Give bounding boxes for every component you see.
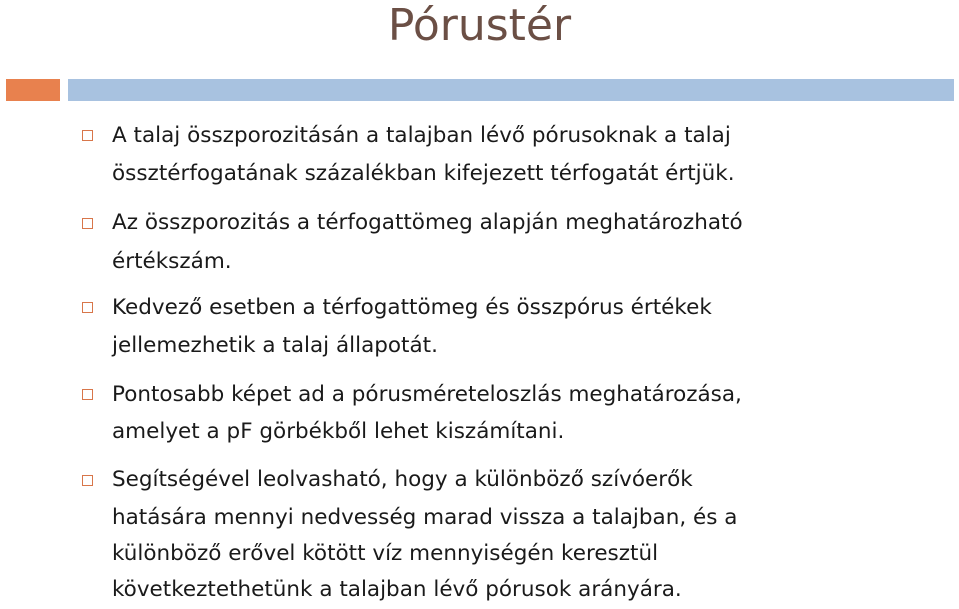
bullet-line: Pontosabb képet ad a pórusméreteloszlás meghatározása, xyxy=(112,382,742,407)
square-bullet-icon xyxy=(82,302,93,313)
bullet-line: össztérfogatának százalékban kifejezett térfogatát értjük. xyxy=(112,161,735,186)
square-bullet-icon xyxy=(82,130,93,141)
square-bullet-icon xyxy=(82,389,93,400)
bullet-line: jellemezhetik a talaj állapotát. xyxy=(112,333,438,358)
bullet-line: különböző erővel kötött víz mennyiségén keresztül xyxy=(112,541,659,566)
square-bullet-icon xyxy=(82,218,93,229)
square-bullet-icon xyxy=(82,475,93,486)
bullet-line: értékszám. xyxy=(112,249,232,274)
bullet-line: következtethetünk a talajban lévő pórusok arányára. xyxy=(112,577,682,602)
bullet-line: Kedvező esetben a térfogattömeg és összpórus értékek xyxy=(112,295,712,320)
bullet-line: Az összporozitás a térfogattömeg alapján meghatározható xyxy=(112,210,743,235)
bullet-line: Segítségével leolvasható, hogy a különböző szívóerők xyxy=(112,467,693,492)
bullet-line: hatására mennyi nedvesség marad vissza a talajban, és a xyxy=(112,505,738,530)
slide-title: Pórustér xyxy=(387,0,572,51)
bullet-line: A talaj összporozitásán a talajban lévő pórusoknak a talaj xyxy=(112,123,731,148)
bullet-line: amelyet a pF görbékből lehet kiszámítani. xyxy=(112,419,565,444)
